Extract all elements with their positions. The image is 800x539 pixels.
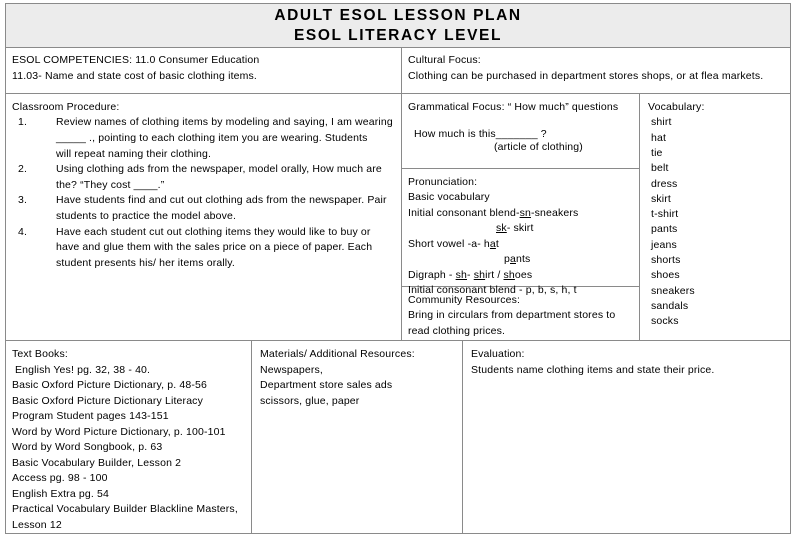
procedure-label: Classroom Procedure: (12, 100, 120, 113)
procedure-item-number: 4. (18, 225, 28, 238)
text-books-item: English Extra pg. 54 (12, 487, 109, 500)
main-row (6, 94, 790, 341)
cell-grammatical-focus (402, 94, 639, 169)
procedure-item (12, 115, 393, 162)
grammatical-focus-note: (article of clothing) (494, 141, 583, 154)
question-suffix: ? (540, 128, 547, 141)
text-books-item: Word by Word Picture Dictionary, p. 100-101 (12, 425, 226, 438)
text-books-item: English Yes! pg. 32, 38 - 40. (15, 363, 151, 376)
blend-sn-suffix: -sneakers (530, 206, 579, 219)
vocabulary-item: belt (651, 162, 669, 175)
vowel-underlined: a (489, 237, 496, 250)
pronunciation-label: Pronunciation: (408, 175, 478, 188)
digraph-mid-1: - (467, 268, 474, 281)
cell-text-books (6, 341, 252, 533)
procedure-item-line: Review names of clothing items by modeling and saying, I am wearing (56, 116, 393, 129)
grammatical-focus-question (408, 128, 633, 140)
blend-sn-prefix: Initial consonant blend- (408, 206, 520, 219)
pronunciation-basic-vocabulary: Basic vocabulary (408, 191, 490, 204)
materials-item: scissors, glue, paper (260, 394, 360, 407)
blend-sn-underlined: sn (519, 206, 531, 219)
blend-sk-underlined: sk (496, 222, 507, 235)
procedure-item-text (56, 193, 393, 224)
procedure-item-line: the? “They cost ____.” (56, 178, 165, 191)
text-books-label: Text Books: (12, 348, 68, 360)
question-blank: _______ (495, 128, 538, 141)
community-resources-line: Bring in circulars from department stores to (408, 309, 616, 322)
procedure-item-number: 2. (18, 163, 28, 176)
cell-evaluation (463, 341, 790, 533)
text-books-item: Word by Word Songbook, p. 63 (12, 441, 163, 453)
vocabulary-item: socks (651, 315, 679, 328)
text-books-item: Program Student pages 143-151 (12, 410, 169, 422)
procedure-item-line: will repeat naming their clothing. (56, 147, 212, 160)
pronunciation-blend-final: Initial consonant blend - p, b, s, h, t (408, 284, 577, 297)
materials-label: Materials/ Additional Resources: (260, 348, 415, 360)
grammatical-focus-label: Grammatical Focus: “ How much” questions (408, 100, 619, 113)
digraph-mid-2: irt / (485, 268, 504, 281)
vowel-prefix: Short vowel -a- h (408, 237, 490, 250)
page-title-line2: ESOL LITERACY LEVEL (293, 27, 503, 45)
procedure-item-line: Have each student cut out clothing items they would like to buy or (56, 225, 371, 238)
competencies-detail: 11.03- Name and state cost of basic clothing items. (12, 69, 257, 82)
materials-item: Newspapers, (260, 363, 323, 376)
digraph-sh-3: sh (503, 268, 515, 281)
procedure-item (12, 193, 393, 224)
text-books-item: Lesson 12 (12, 518, 62, 531)
pronunciation-digraph (408, 268, 633, 284)
cell-materials-resources (252, 341, 463, 533)
vocabulary-item: sandals (651, 299, 689, 312)
text-books-item: Practical Vocabulary Builder Blackline Masters, (12, 503, 238, 515)
cell-esol-competencies (6, 48, 402, 92)
vocabulary-item: shoes (651, 269, 680, 282)
lesson-plan-table (5, 3, 791, 534)
cultural-focus-text: Clothing can be purchased in department stores shops, or at flea markets. (408, 69, 764, 82)
vowel2-underlined: a (510, 253, 516, 266)
procedure-item-line: _____ ., pointing to each clothing item you are wearing. Students (56, 131, 368, 144)
digraph-sh-2: sh (473, 268, 486, 281)
vocabulary-item: skirt (651, 192, 671, 205)
digraph-end: oes (514, 268, 533, 281)
cell-community-resources (402, 287, 639, 340)
vocabulary-item: pants (651, 223, 678, 236)
pronunciation-blend-sk (408, 221, 633, 237)
competencies-label: ESOL COMPETENCIES: 11.0 Consumer Education (12, 54, 260, 67)
vowel2-prefix: p (504, 253, 510, 266)
vocabulary-label: Vocabulary: (648, 100, 705, 113)
evaluation-label: Evaluation: (471, 348, 525, 360)
text-books-item: Access pg. 98 - 100 (12, 472, 108, 484)
vocabulary-item: jeans (651, 238, 677, 251)
procedure-item-line: Have students find and cut out clothing ads from the newspaper. Pair (56, 194, 387, 207)
vowel-suffix: t (495, 237, 499, 250)
procedure-item-number: 3. (18, 194, 28, 207)
cell-middle-stack (402, 94, 640, 340)
vocabulary-item: t-shirt (651, 208, 679, 221)
community-resources-label: Community Resources: (408, 293, 521, 306)
text-books-item: Basic Vocabulary Builder, Lesson 2 (12, 456, 182, 469)
competencies-row (6, 48, 790, 93)
text-books-item: Basic Oxford Picture Dictionary, p. 48-56 (12, 379, 208, 391)
procedure-item-line: students to practice the model above. (56, 209, 237, 222)
cell-cultural-focus (402, 48, 790, 92)
procedure-item-text (56, 162, 393, 193)
digraph-sh-1: sh (455, 268, 467, 281)
procedure-item-line: Using clothing ads from the newspaper, model orally, How much are (56, 163, 382, 176)
vowel2-suffix: nts (516, 253, 531, 266)
procedure-item-text (56, 225, 393, 272)
cultural-focus-label: Cultural Focus: (408, 54, 481, 67)
blend-sk-suffix: - skirt (506, 222, 534, 235)
procedure-item (12, 162, 393, 193)
cell-vocabulary (640, 94, 790, 340)
text-books-item: Basic Oxford Picture Dictionary Literacy (12, 394, 203, 407)
document-header (6, 4, 790, 48)
question-prefix: How much is this (414, 128, 496, 141)
procedure-item-text (56, 115, 393, 162)
vocabulary-item: shirt (651, 116, 672, 129)
pronunciation-blend-sn (408, 206, 633, 222)
procedure-item-line: student presents his/ her items orally. (56, 256, 235, 269)
materials-item: Department store sales ads (260, 379, 393, 391)
pronunciation-short-vowel-hat (408, 237, 633, 253)
procedure-item (12, 225, 393, 272)
evaluation-text: Students name clothing items and state their price. (471, 363, 715, 376)
community-resources-line: read clothing prices. (408, 324, 506, 337)
pronunciation-short-vowel-pants (408, 252, 633, 268)
page-title-line1: ADULT ESOL LESSON PLAN (274, 7, 522, 25)
procedure-item-line: have and glue them with the sales price on a piece of paper. Each (56, 241, 373, 254)
bottom-row (6, 341, 790, 533)
digraph-prefix: Digraph - (408, 268, 456, 281)
vocabulary-item: tie (651, 146, 663, 159)
vocabulary-item: dress (651, 177, 678, 190)
vocabulary-item: sneakers (651, 284, 695, 297)
vocabulary-item: hat (651, 131, 667, 144)
cell-pronunciation (402, 169, 639, 297)
vocabulary-item: shorts (651, 254, 681, 267)
procedure-item-number: 1. (18, 116, 28, 129)
cell-classroom-procedure (6, 94, 402, 340)
